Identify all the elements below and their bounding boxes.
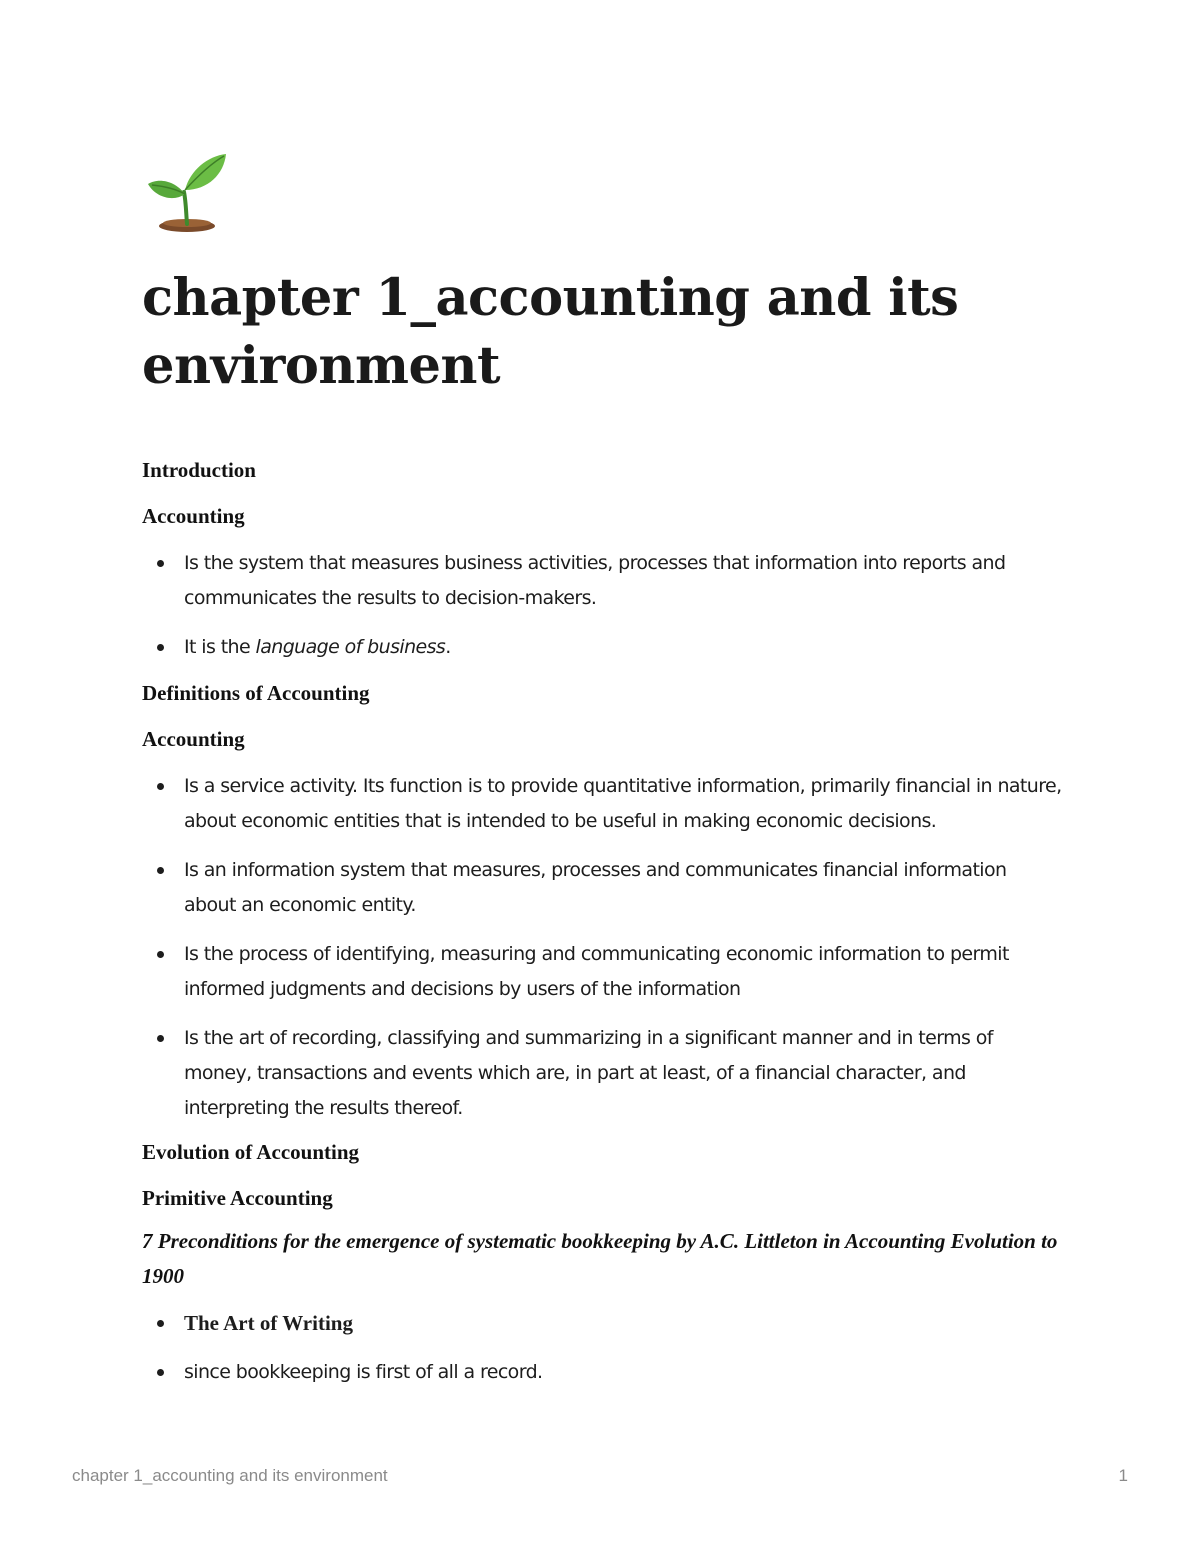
heading-accounting-2: Accounting (142, 727, 245, 751)
heading-primitive: Primitive Accounting (142, 1186, 333, 1210)
document-page (142, 150, 1062, 1390)
preconditions-list (142, 1306, 1062, 1390)
list-item: Is the system that measures business activities, processes that information into reports and communicates the results to decision-makers. (142, 546, 1062, 616)
list-item: since bookkeeping is first of all a record. (142, 1355, 1062, 1390)
list-item-period: . (445, 636, 451, 658)
footer-title: chapter 1_accounting and its environment (72, 1466, 388, 1485)
accounting-list (142, 546, 1062, 665)
heading-evolution: Evolution of Accounting (142, 1140, 360, 1164)
list-item-emphasis: language of business (255, 636, 446, 658)
heading-preconditions: 7 Preconditions for the emergence of systematic bookkeeping by A.C. Littleton in Accounting Evolution to 1900 (142, 1229, 1058, 1288)
list-item-text: It is the (184, 636, 256, 658)
list-item: Is the art of recording, classifying and summarizing in a significant manner and in terms of money, transactions and events which are, in part at least, of a financial character, and interpreting the results thereof. (142, 1021, 1062, 1126)
heading-definitions: Definitions of Accounting (142, 681, 370, 705)
document-title: chapter 1_accounting and its environment (142, 268, 959, 396)
seedling-icon (144, 150, 230, 236)
page-number: 1 (1118, 1466, 1128, 1485)
list-item (142, 630, 1062, 665)
list-item: Is the process of identifying, measuring and communicating economic information to permit informed judgments and decisions by users of the information (142, 937, 1062, 1007)
list-item: Is a service activity. Its function is to provide quantitative information, primarily financial in nature, about economic entities that is intended to be useful in making economic decisions. (142, 769, 1062, 839)
heading-introduction: Introduction (142, 458, 256, 482)
list-item: The Art of Writing (142, 1306, 1062, 1341)
heading-accounting: Accounting (142, 504, 245, 528)
list-item: Is an information system that measures, processes and communicates financial information about an economic entity. (142, 853, 1062, 923)
definitions-list (142, 769, 1062, 1126)
